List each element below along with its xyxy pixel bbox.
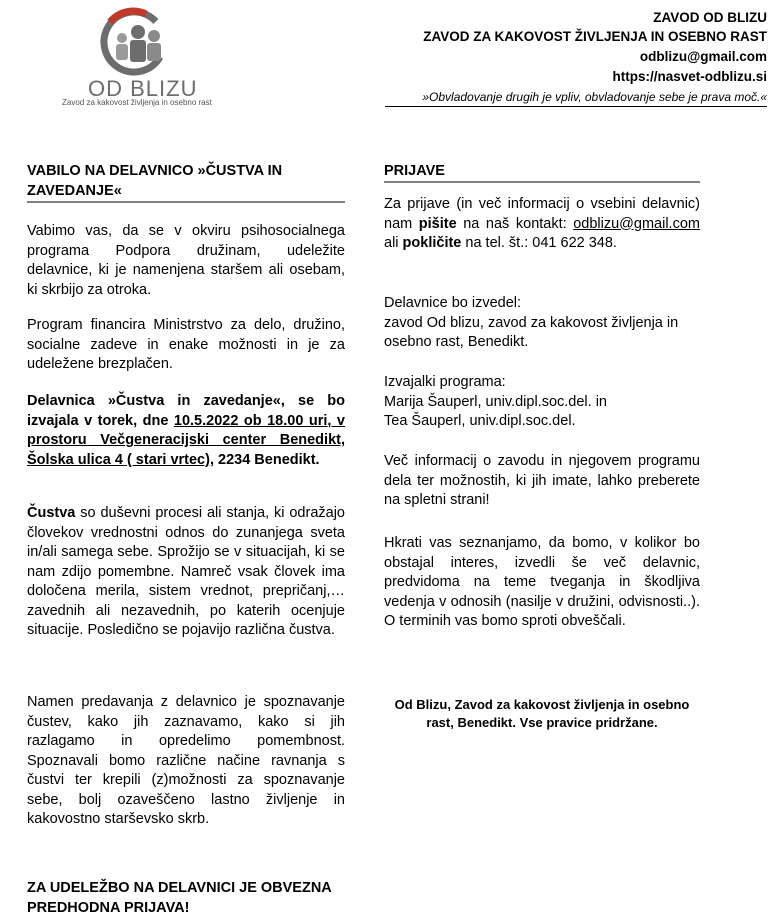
emotions-term: Čustva	[27, 505, 76, 521]
write-word: pišite	[418, 215, 457, 232]
intro-paragraph: Vabimo vas, da se v okviru psihosocialnega programa Podpora družinam, udeležite delavnice, ki je namenjena staršem ali osebam, ki skrbijo za otroka.	[27, 223, 345, 298]
future-workshops-paragraph: Hkrati vas seznanjamo, da bomo, v kolikor bo obstajal interes, izvedli še več delavnic, predvidoma na teme tveganja in škodljiva vedenja v odnosih (nasilje v družini, odvisnosti..). O terminih vas bomo sproti obveščali.	[384, 535, 700, 629]
left-title-rule	[27, 201, 345, 203]
header-full-name: ZAVOD ZA KAKOVOST ŽIVLJENJA IN OSEBNO RAST	[423, 29, 767, 44]
logo-subtitle: Zavod za kakovost življenja in osebno rast	[62, 98, 212, 107]
event-city: , 2234 Benedikt.	[209, 451, 320, 468]
header-email[interactable]: odblizu@gmail.com	[639, 49, 767, 64]
registration-text-2: na naš kontakt:	[456, 215, 574, 232]
logo-text: OD BLIZU	[88, 76, 198, 101]
right-title-rule	[384, 181, 700, 183]
header-rule	[385, 106, 767, 107]
presenter-1: Marija Šauperl, univ.dipl.soc.del. in	[384, 393, 607, 410]
event-details-intro: Delavnica »Čustva in zavedanje«, se bo izvajala v torek, dne	[27, 393, 345, 429]
header-website[interactable]: https://nasvet-odblizu.si	[612, 69, 767, 84]
registration-text-3: ali	[384, 235, 403, 251]
call-word: pokličite	[402, 235, 462, 251]
presenter-2: Tea Šauperl, univ.dipl.soc.del.	[384, 413, 576, 429]
registration-paragraph	[384, 195, 700, 254]
contact-email-link[interactable]: odblizu@gmail.com	[573, 215, 700, 232]
copyright-notice: Od Blizu, Zavod za kakovost življenja in osebno rast, Benedikt. Vse pravice pridržane.	[394, 697, 690, 730]
purpose-paragraph: Namen predavanja z delavnico je spoznavanje čustev, kako jih zaznavamo, kako si jih razlagamo in opredelimo pomembnost. Spoznavali bomo različne načine ravnanja s čustvi ter krepili (z)možnosti za spoznavanje sebe, bolj ozaveščeno lastno življenje in kakovostno starševsko skrb.	[27, 694, 345, 827]
presenters-paragraph	[384, 373, 700, 432]
emotions-definition: so duševni procesi ali stanja, ki odražajo človekov vrednostni odnos do zunanjega sveta in/ali samega sebe. Sprožijo se v situacijah, ki se nam zdijo pomembne. Namreč vsak človek ima določena merila, sistem vrednot, prepričanj,… zavednih ali nezavednih, po katerih ocenjuje situacije. Posledično se pojavijo različna čustva.	[27, 505, 345, 638]
funding-paragraph: Program financira Ministrstvo za delo, družino, socialne zadeve in enake možnosti in je za udeležene brezplačen.	[27, 317, 345, 372]
registration-required-notice: ZA UDELEŽBO NA DELAVNICI JE OBVEZNA PREDHODNA PRIJAVA!	[27, 880, 332, 916]
organizer-paragraph	[384, 294, 700, 353]
left-title: VABILO NA DELAVNICO »ČUSTVA IN ZAVEDANJE«	[27, 163, 283, 199]
presenters-label: Izvajalki programa:	[384, 374, 506, 390]
organizer-label: Delavnice bo izvedel:	[384, 295, 522, 311]
registration-text: Za prijave (in več informacij o vsebini delavnic) nam	[384, 196, 700, 232]
organizer-name: zavod Od blizu, zavod za kakovost življenja in osebno rast, Benedikt.	[384, 314, 679, 350]
phone-text: na tel. št.: 041 622 348.	[461, 235, 617, 251]
emotions-paragraph	[27, 504, 345, 641]
header-org: ZAVOD OD BLIZU	[653, 10, 767, 25]
event-date-location: 10.5.2022 ob 18.00 uri, v prostoru Večgeneracijski center Benedikt, Šolska ulica 4 ( stari vrtec)	[27, 412, 345, 468]
event-details-paragraph	[27, 392, 345, 470]
header-motto: »Obvladovanje drugih je vpliv, obvladovanje sebe je prava moč.«	[422, 90, 767, 104]
more-info-paragraph: Več informacij o zavodu in njegovem programu dela ter možnostih, ki jih imate, lahko preberete na spletni strani!	[384, 453, 700, 508]
right-title: PRIJAVE	[384, 163, 445, 179]
